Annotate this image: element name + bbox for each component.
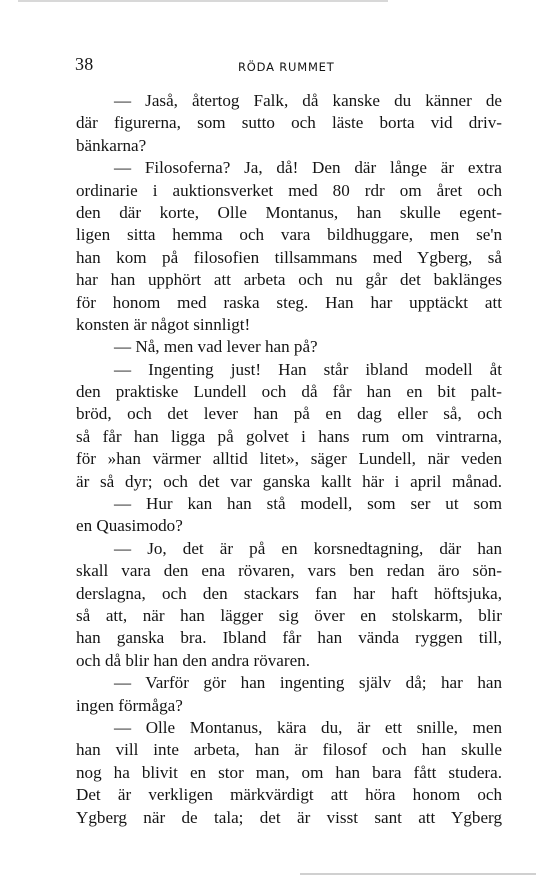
body-text xyxy=(76,90,502,829)
text-line: bänkarna? xyxy=(76,135,147,155)
page-number: 38 xyxy=(75,54,94,74)
text-line: Det är verkligen märkvärdigt att höra honom och xyxy=(76,785,502,805)
text-line: och då blir han den andra rövaren. xyxy=(76,650,310,670)
text-line: har han upphört att arbeta och nu går det baklänges xyxy=(76,270,502,290)
text-line: för »han värmer alltid litet», säger Lundell, när veden xyxy=(76,449,502,469)
text-line: ordinarie i auktionsverket med 80 rdr om året och xyxy=(76,180,502,200)
text-line: — Hur kan han stå modell, som ser ut som xyxy=(114,494,502,514)
text-line: för honom med raska steg. Han har upptäckt att xyxy=(76,292,502,312)
running-title: RÖDA RUMMET xyxy=(238,60,335,74)
text-line: han vill inte arbeta, han är filosof och han skulle xyxy=(76,740,502,760)
text-line: där figurerna, som sutto och läste borta vid driv- xyxy=(76,113,502,133)
text-line: så får han ligga på golvet i hans rum om vintrarna, xyxy=(76,426,502,446)
bottom-edge-rule xyxy=(300,873,536,875)
text-line: — Ingenting just! Han står ibland modell åt xyxy=(114,359,502,379)
text-line: bröd, och det lever han på en dag eller så, och xyxy=(76,404,502,424)
text-line: — Jaså, återtog Falk, då kanske du känner de xyxy=(114,91,502,110)
text-line: — Nå, men vad lever han på? xyxy=(114,337,318,357)
text-line: han ganska bra. Ibland får han vända ryggen till, xyxy=(76,628,502,648)
text-line: — Jo, det är på en korsnedtagning, där han xyxy=(114,538,502,558)
text-line: skall vara den ena rövaren, vars ben redan äro sön- xyxy=(76,561,502,581)
text-line: — Varför gör han ingenting själv då; har han xyxy=(114,673,502,693)
text-line: — Filosoferna? Ja, då! Den där långe är extra xyxy=(114,158,502,178)
text-line: ligen sitta hemma och vara bildhuggare, men se'n xyxy=(76,225,502,245)
text-line: den praktiske Lundell och då får han en bit palt- xyxy=(76,382,502,402)
text-line: derslagna, och den stackars fan har haft höftsjuka, xyxy=(76,583,502,603)
text-line: han kom på filosofien tillsammans med Ygberg, så xyxy=(76,247,502,267)
text-line: ingen förmåga? xyxy=(76,695,183,715)
text-line: nog ha blivit en stor man, om han bara fått studera. xyxy=(76,762,502,782)
text-line: — Olle Montanus, kära du, är ett snille, men xyxy=(114,717,502,737)
text-line: är så dyr; och det var ganska kallt här i april månad. xyxy=(76,471,502,491)
top-edge-rule xyxy=(18,0,388,2)
text-line: så att, när han lägger sig över en stolskarm, blir xyxy=(76,605,502,625)
text-line: den där korte, Olle Montanus, han skulle egent- xyxy=(76,202,502,222)
text-line: Ygberg när de tala; det är visst sant att Ygberg xyxy=(76,807,502,827)
text-line: en Quasimodo? xyxy=(76,516,183,536)
text-line: konsten är något sinnligt! xyxy=(76,314,251,334)
